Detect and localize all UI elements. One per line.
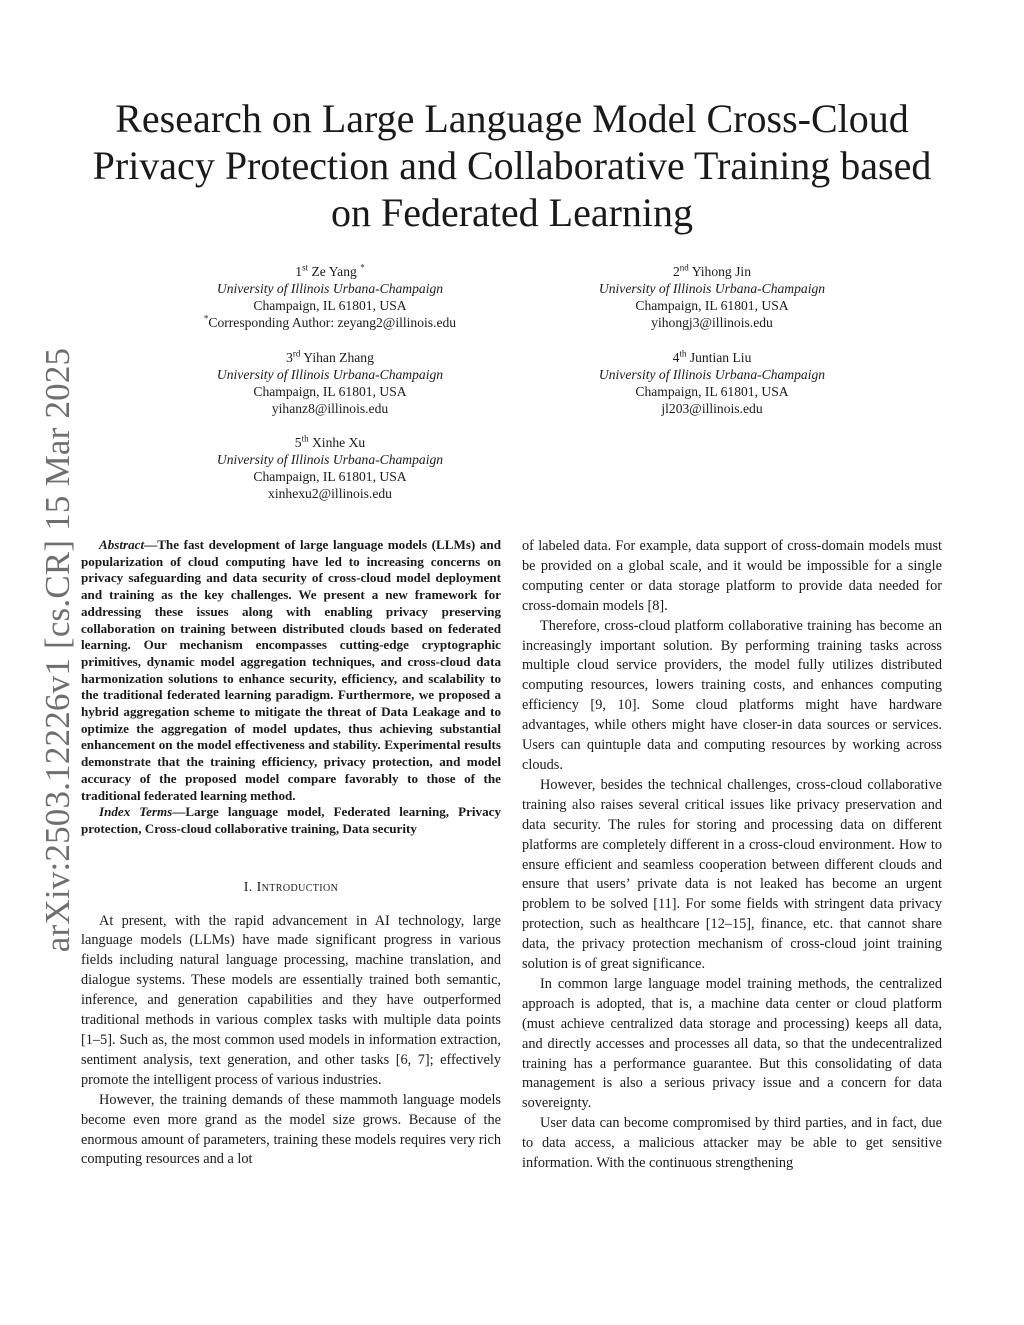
body-paragraph: At present, with the rapid advancement in AI technology, large language models (LLMs) have made significant progress in various fields including natural language processing, machine translation, and dialogue systems. These models are essentially trained both semantic, inference, and generation capabilities and they have outperformed traditional methods in various complex tasks with multiple data points [1–5]. Such as, the most common used models in information extraction, sentiment analysis, text generation, and other tasks [6, 7]; effectively promote the intelligent process of various industries. <box>81 912 501 1088</box>
title-line: on Federated Learning <box>330 190 694 235</box>
author-location: Champaign, IL 61801, USA <box>253 469 407 484</box>
body-paragraph: User data can become compromised by third parties, and in fact, due to data access, a malicious attacker may be able to get sensitive information. With the continuous strengthening <box>522 1115 942 1172</box>
author-location: Champaign, IL 61801, USA <box>635 298 789 313</box>
author-name: Yihan Zhang <box>303 350 374 365</box>
author-affiliation: University of Illinois Urbana-Champaign <box>216 281 444 296</box>
body-paragraph: In common large language model training methods, the centralized approach is adopted, that is, a machine data center or cloud platform (must achieve centralized data storage and processing) keeps all data, and directly accesses and processes all data, so that the undecentralized training has a performance guarantee. But this consolidating of data management is also a serious privacy issue and a concern for data sovereignty. <box>522 975 942 1112</box>
abstract-label: Abstract <box>99 537 145 552</box>
abstract-text: —The fast development of large language models (LLMs) and popularization of cloud computing have led to increasing concerns on privacy safeguarding and data security of cross-cloud model deployment and training as the key challenges. We present a new framework for addressing these issues along with enabling privacy preserving collaboration on training between distributed clouds based on federated learning. Our mechanism encompasses cutting-edge cryptographic primitives, dynamic model aggregation techniques, and cross-cloud data harmonization solutions to enhance security, efficiency, and scalability to the traditional federated learning paradigm. Furthermore, we proposed a hybrid aggregation scheme to mitigate the threat of Data Leakage and to optimize the aggregation of model updates, thus achieving substantial enhancement on the model effectiveness and stability. Experimental results demonstrate that the training efficiency, privacy protection, and model accuracy of the proposed model compare favorably to those of the traditional federated learning method. <box>81 537 501 803</box>
author-contact: yihongj3@illinois.edu <box>651 315 773 330</box>
author-block-1: 1st Ze Yang * University of Illinois Urbana-Champaign Champaign, IL 61801, USA *Corresponding Author: zeyang2@illinois.edu <box>160 263 500 331</box>
author-name: Yihong Jin <box>691 264 751 279</box>
author-affiliation: University of Illinois Urbana-Champaign <box>216 367 444 382</box>
author-contact: yihanz8@illinois.edu <box>271 401 389 416</box>
author-affiliation: University of Illinois Urbana-Champaign <box>216 452 444 467</box>
index-terms <box>81 804 501 837</box>
title-line: Privacy Protection and Collaborative Training based <box>92 143 932 188</box>
body-paragraph: However, the training demands of these mammoth language models become even more grand as the model size grows. Because of the enormous amount of parameters, training these models requires very rich computing resources and a lot <box>81 1091 501 1168</box>
title-line: Research on Large Language Model Cross-Cloud <box>115 96 909 141</box>
author-block-4: 4th Juntian Liu University of Illinois Urbana-Champaign Champaign, IL 61801, USA jl203@illinois.edu <box>542 349 882 417</box>
author-block-2: 2nd Yihong Jin University of Illinois Urbana-Champaign Champaign, IL 61801, USA yihongj3@illinois.edu <box>542 263 882 331</box>
author-contact: jl203@illinois.edu <box>661 401 763 416</box>
right-column <box>522 537 942 1174</box>
author-affiliation: University of Illinois Urbana-Champaign <box>598 367 826 382</box>
author-name: Juntian Liu <box>689 350 752 365</box>
author-location: Champaign, IL 61801, USA <box>253 384 407 399</box>
abstract <box>81 537 501 804</box>
author-block-5: 5th Xinhe Xu University of Illinois Urbana-Champaign Champaign, IL 61801, USA xinhexu2@illinois.edu <box>160 434 500 502</box>
author-name: Ze Yang <box>311 264 357 279</box>
author-name: Xinhe Xu <box>311 435 366 450</box>
index-terms-text: —Large language model, Federated learning, Privacy protection, Cross-cloud collaborative training, Data security <box>81 804 501 836</box>
paper-title <box>80 95 944 236</box>
body-paragraph: However, besides the technical challenges, cross-cloud collaborative training also raises several critical issues like privacy preservation and data security. The rules for storing and processing data on different platforms are completely different in a cross-cloud environment. How to ensure efficient and seamless cooperation between different clouds and ensure that users’ private data is not leaked has become an urgent problem to be solved [11]. For some fields with stringent data privacy protection, such as healthcare [12–15], finance, etc. that cannot share data, the privacy protection mechanism of cross-cloud joint training solution is of great significance. <box>522 776 942 973</box>
section-heading: I. Introduction <box>243 879 339 895</box>
body-paragraph: Therefore, cross-cloud platform collaborative training has become an increasingly important solution. By performing training tasks across multiple cloud service providers, the model fully utilizes distributed computing resources, lowers training costs, and enhances computing efficiency [9, 10]. Some cloud platforms might have hardware advantages, while others might have closer-in data sources or services. Users can quintuple data and computing resources by working across clouds. <box>522 617 942 773</box>
author-location: Champaign, IL 61801, USA <box>253 298 407 313</box>
left-column <box>81 537 501 1170</box>
author-contact: xinhexu2@illinois.edu <box>268 486 392 501</box>
author-contact: Corresponding Author: zeyang2@illinois.edu <box>208 315 457 330</box>
arxiv-identifier: arXiv:2503.12226v1 [cs.CR] 15 Mar 2025 <box>38 347 77 953</box>
index-terms-label: Index Terms <box>99 804 173 820</box>
body-paragraph: of labeled data. For example, data support of cross-domain models must be provided on a global scale, and it would be impossible for a single computing center or data storage platform to provide data needed for cross-domain models [8]. <box>522 538 942 614</box>
author-block-3: 3rd Yihan Zhang University of Illinois Urbana-Champaign Champaign, IL 61801, USA yihanz8@illinois.edu <box>160 349 500 417</box>
author-affiliation: University of Illinois Urbana-Champaign <box>598 281 826 296</box>
author-location: Champaign, IL 61801, USA <box>635 384 789 399</box>
